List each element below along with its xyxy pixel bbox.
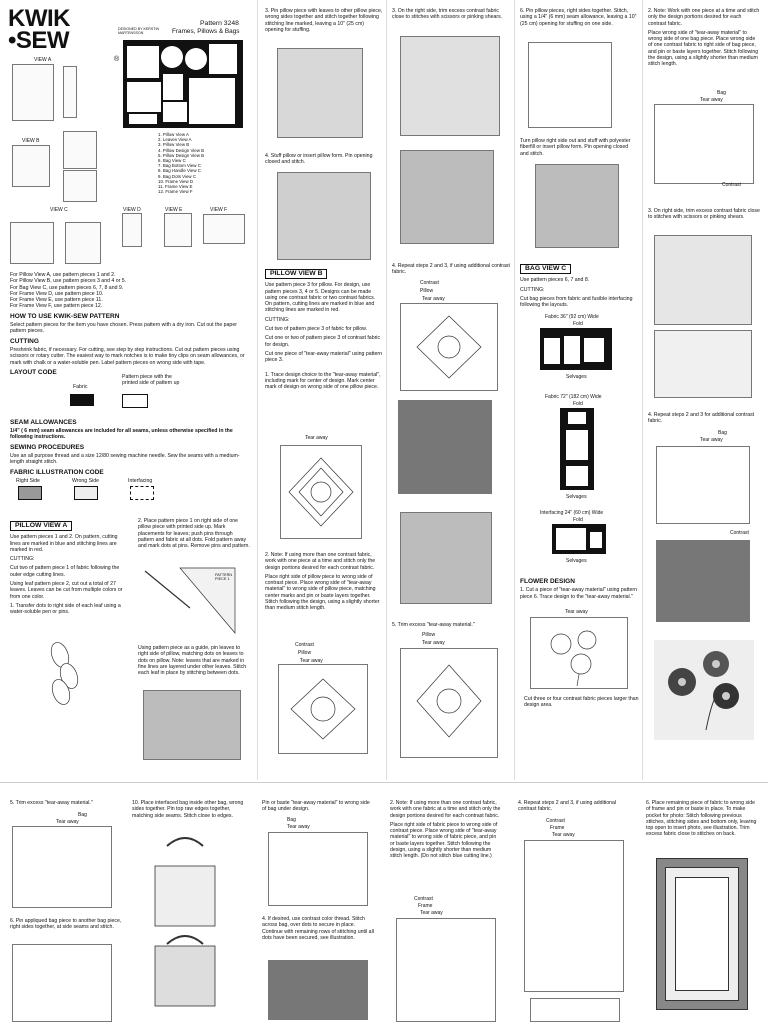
additional-contrast-illustration <box>400 303 498 391</box>
pillow-sewn-illustration <box>528 42 612 128</box>
flower-step-2-col <box>648 8 760 71</box>
pillow-a-step-1: 1. Transfer dots to right side of each leaf using a water-soluble pen or pins. <box>10 602 121 616</box>
dots-stitched-illustration <box>268 960 368 1020</box>
pillow-label-3: Pillow <box>422 632 436 638</box>
pillow-b-step-6b: Turn pillow right side out and stuff with polyester fiberfill or insert pillow form. Pin opening closed and stitch. <box>520 138 631 157</box>
contrast-label-2: Contrast <box>420 280 439 286</box>
frame-pocket-illustration <box>656 858 748 1010</box>
pillow-view-b-heading: PILLOW VIEW B <box>265 269 327 279</box>
pillow-b-step-3: 3. On the right side, trim excess contrast fabric close to stitches with scissors or pinking shears. <box>392 8 503 21</box>
piece-list-item: 11. Frame View E <box>158 184 193 190</box>
view-b-label: VIEW B <box>22 138 40 144</box>
pillow-a-step-4-text: 4. Stuff pillow or insert pillow form. Pin opening closed and stitch. <box>265 153 373 166</box>
pillow-b-intro: Use pattern piece 3 for pillow. For design, use pattern pieces 3, 4 or 5. Designs can be made using one contrast fabric or two contrast fabrics. On pattern, cutting lines are marked in blue and stitching lines are marked in red. <box>265 282 376 314</box>
interfacing-label: Interfacing <box>128 477 153 484</box>
pillow-view-b-design-2-drawing <box>63 170 97 202</box>
pillow-label-2: Pillow <box>420 288 434 294</box>
page-divider <box>0 782 768 783</box>
frame-view-d-drawing <box>122 213 142 247</box>
pin-baste-illustration <box>268 832 368 906</box>
bottom-col-4 <box>390 800 502 863</box>
brand-logo <box>8 5 70 54</box>
bag-step-10: 10. Place interfaced bag inside other bag, wrong sides together. Pin top raw edges together, matching side seams. Stitch close to edges. <box>132 800 244 819</box>
printed-side-swatch <box>122 394 148 408</box>
if-desired-text: 4. If desired, use contrast color thread. Stitch across bag, over dots to secure in place. Continue with remaining rows of stitching until all dots have been secured, see illustration. <box>262 916 374 941</box>
bag-c-intro: Use pattern pieces 6, 7 and 8. <box>520 277 590 284</box>
column-divider <box>514 0 515 780</box>
pillow-b-step-3-col <box>392 8 510 24</box>
pillow-view-b-design-drawing <box>63 131 97 169</box>
flower-step-6: 6. Pin appliqued bag piece to another bag piece, right sides together, at side seams and stitch. <box>10 918 122 931</box>
column-1-text <box>10 272 250 504</box>
piece-list-item: 4. Pillow Design View B <box>158 147 205 153</box>
piece-list-item: 12. Frame View F <box>158 189 193 195</box>
contrast-label-5: Contrast <box>414 896 433 902</box>
piece-list-item: 5. Pillow Design View B <box>158 152 205 158</box>
bag-view-c-drawing <box>10 222 54 264</box>
flower-step-4: 4. Repeat steps 2 and 3 for additional contrast fabric. <box>648 412 755 425</box>
flower-step-5: 5. Trim excess "tear-away material." <box>10 800 93 806</box>
wrong-side-label: Wrong Side <box>72 477 100 484</box>
fold-label-2: Fold <box>573 401 583 407</box>
tear-away-label-10: Tear away <box>420 910 443 916</box>
bag-label-4: Bag <box>287 817 296 823</box>
piece-list-item: 1. Pillow View A <box>158 132 189 137</box>
pillow-b-step-2-col <box>265 552 383 615</box>
usage-line: For Frame View E, use pattern piece 11. <box>10 297 103 304</box>
bottom-col-6 <box>646 800 760 841</box>
pattern-number: Pattern 3248 <box>200 20 239 27</box>
piece-list <box>158 132 248 194</box>
bag-inside-illustration <box>145 836 225 1020</box>
flower-trim-illustration <box>654 235 752 325</box>
usage-line: For Frame View D, use pattern piece 10. <box>10 290 104 297</box>
bag-label: Bag <box>717 90 726 96</box>
frame-repeat-4: 4. Repeat steps 2 and 3, if using additional contrast fabric. <box>518 800 617 813</box>
piece-list-item: 10. Frame View D <box>158 178 194 184</box>
bag-c-cutting: CUTTING: <box>520 286 545 293</box>
tear-away-label-3: Tear away <box>422 296 445 302</box>
trim-bag-illustration <box>12 826 112 908</box>
bag-label-2: Bag <box>718 430 727 436</box>
pattern-subtitle: Frames, Pillows & Bags <box>172 28 240 35</box>
view-a-label: VIEW A <box>34 57 52 63</box>
fabric-swatch <box>70 394 94 406</box>
pattern-piece-illustration <box>140 563 240 638</box>
right-side-swatch <box>18 486 42 500</box>
pillow-view-a-side-drawing <box>63 66 77 118</box>
pillow-design-illustration <box>400 150 494 244</box>
pillow-b-cut-2: Cut one or two of pattern piece 3 of contrast fabric for design. <box>265 335 381 348</box>
piece-list-item: 3. Pillow View B <box>158 142 190 148</box>
pillow-b-cutting: CUTTING: <box>265 316 290 323</box>
flower-trace-illustration <box>530 617 628 689</box>
leaves-illustration <box>45 640 85 710</box>
seam-text: 1/4" ( 6 mm) seam allowances are included for all seams, unless otherwise specified in the following instructions. <box>10 428 233 441</box>
layout-2-diagram <box>560 408 594 490</box>
layout-3-diagram <box>552 524 606 554</box>
pillow-view-a-heading: PILLOW VIEW A <box>10 521 72 531</box>
right-side-label: Right Side <box>16 477 40 484</box>
tear-away-label: Tear away <box>305 435 328 441</box>
selvages-label-1: Selvages <box>566 374 587 380</box>
pillow-leaves-sewn-illustration <box>277 48 363 138</box>
pillow-view-a-drawing <box>12 64 54 121</box>
flower-design-col <box>520 575 638 603</box>
fabric-label: Fabric <box>73 383 88 390</box>
pillow-b-step-6b-col <box>520 138 638 160</box>
pillow-b-step-5-col <box>392 622 510 631</box>
pillow-b-col <box>265 266 383 393</box>
pillow-view-b-drawing <box>12 145 50 187</box>
usage-line: For Bag View C, use pattern pieces 6, 7, 8 and 9. <box>10 284 124 291</box>
view-d-label: VIEW D <box>123 207 141 213</box>
piece-list-item: 6. Bag View C <box>158 158 186 164</box>
flower-step-4-col <box>648 412 760 428</box>
piece-list-item: 2. Leaves View A <box>158 137 192 143</box>
fabric-code-row <box>10 478 250 504</box>
frame-contrast-illustration <box>524 840 624 992</box>
pillow-a-col-left <box>10 518 125 619</box>
bottom-col-1 <box>10 800 122 809</box>
bottom-col-5 <box>518 800 630 816</box>
fabric-code-heading: FABRIC ILLUSTRATION CODE <box>10 468 104 476</box>
piece-usage <box>10 272 250 310</box>
pillow-a-step-3 <box>265 8 383 36</box>
stuffed-pillow-illustration <box>277 172 371 260</box>
selvages-label-3: Selvages <box>566 558 587 564</box>
pattern-pieces-diagram <box>123 40 243 128</box>
flower-step-1b: Cut three or four contrast fabric pieces larger than design area. <box>524 696 639 709</box>
frame-note-2b: Place right side of fabric piece to wrong side of contrast piece. Place wrong side of "tear-away material" to wrong side of fabric piece, and pin or baste layers together. Stitch following the design, using a slightly shorter than medium stitch length. (Do not stitch blue cutting line.) <box>390 821 498 860</box>
frame-view-e-drawing <box>164 213 192 247</box>
registered-mark: ® <box>114 56 120 63</box>
bottom-col-3b <box>262 916 374 944</box>
leaves-pinned-illustration <box>143 690 241 760</box>
flower-stitched-illustration <box>656 540 750 622</box>
flower-step-3: 3. On right side, trim excess contrast fabric close to stitches with scissors or pinking shears. <box>648 208 760 221</box>
pillow-b-step-6: 6. Pin pillow pieces, right sides together. Stitch, using a 1/4" (6 mm) seam allowance, leaving a 10" (25 cm) opening for stuffing on one side. <box>520 8 637 27</box>
frame-view-f-drawing <box>203 214 245 244</box>
additional-flower-illustration <box>656 446 750 524</box>
seam-heading: SEAM ALLOWANCES <box>10 418 77 426</box>
bag-c-col <box>520 261 638 311</box>
sewing-heading: SEWING PROCEDURES <box>10 443 85 451</box>
pillow-a-step-4 <box>265 153 383 169</box>
layout-code-heading: LAYOUT CODE <box>10 368 57 376</box>
stitched-design-illustration <box>398 400 492 494</box>
piece-list-item: 9. Bag Dots View C <box>158 173 196 179</box>
tear-away-label-7: Tear away <box>700 437 723 443</box>
pillow-a-cutting: CUTTING: <box>10 556 35 563</box>
bag-seams-illustration <box>12 944 112 1022</box>
pillow-a-step-2: 2. Place pattern piece 1 on right side of one pillow piece with printed side up. Mark placements for leaves; push pins through pattern and fabric at all dots. Fold pattern away and mark dots at pins. Remove pins and pattern. <box>138 518 250 550</box>
usage-line: For Pillow View B, use pattern pieces 3 and 4 or 5. <box>10 278 127 285</box>
contrast-label-4: Contrast <box>730 530 749 536</box>
tear-away-label-5: Tear away <box>565 609 588 615</box>
contrast-label-3: Contrast <box>722 182 741 188</box>
design-trace-illustration <box>280 445 362 539</box>
flower-design-heading: FLOWER DESIGN <box>520 578 575 585</box>
bag-view-c-heading: BAG VIEW C <box>520 264 571 274</box>
sewing-text: Use an all purpose thread and a size 12/80 sewing machine needle. Sew the seams with a medium-length straight stitch. <box>10 453 240 466</box>
flower-bag-illustration <box>654 330 752 398</box>
pillow-b-step-6-col <box>520 8 638 30</box>
column-divider <box>642 0 643 780</box>
pillow-a-step-2b-col <box>138 645 250 679</box>
flower-step-2: 2. Note: Work with one piece at a time and stitch only the design portions desired for each contrast fabric. <box>648 8 760 27</box>
frame-layers-illustration <box>396 918 496 1022</box>
interfacing-swatch <box>130 486 154 500</box>
cutting-heading: CUTTING <box>10 337 39 345</box>
tear-away-label-2: Tear away <box>300 658 323 664</box>
layout-2-label: Fabric 72" (182 cm) Wide <box>545 394 602 400</box>
tear-away-label-11: Tear away <box>552 832 575 838</box>
bag-label-3: Bag <box>78 812 87 818</box>
view-e-label: VIEW E <box>165 207 183 213</box>
cutting-text: Preshrink fabric, if necessary. For cutting, see step by step instructions. Cut out pattern pieces using scissors or rotary cutter. The easiest way to mark notches is to make tiny clips on seam allowances, or mark with chalk or a water-soluble pen. Label pattern pieces on wrong side with tape. <box>10 346 245 366</box>
pillow-label: Pillow <box>298 650 312 656</box>
pin-baste-text: Pin or baste "tear-away material" to wrong side of bag under design. <box>262 800 370 813</box>
layout-3-label: Interfacing 24" (60 cm) Wide <box>540 510 604 516</box>
finished-flowers-illustration <box>654 640 754 740</box>
frame-label: Frame <box>418 903 433 909</box>
pillow-a-step-3-text: 3. Pin pillow piece with leaves to other pillow piece, wrong sides together and stitch together following stitching line marked, leaving a 10" (25 cm) opening for stuffing. <box>265 8 383 33</box>
pillow-b-step-4: 4. Repeat steps 2 and 3, if using additional contrast fabric. <box>392 263 510 276</box>
brand-line-2: •SEW <box>8 27 70 54</box>
pillow-a-cut-text: Cut two of pattern piece 1 of fabric following the outer edge cutting lines. <box>10 565 120 578</box>
tear-away-label-8: Tear away <box>56 819 79 825</box>
pillow-b-step-5: 5. Trim excess "tear-away material." <box>392 622 475 628</box>
pattern-piece-label: PATTERN PIECE 1 <box>215 573 233 581</box>
pillow-a-intro: Use pattern pieces 1 and 2. On pattern, cutting lines are marked in blue and stitching lines are marked in red. <box>10 534 118 553</box>
pillow-a-col-right <box>138 518 250 552</box>
fold-label-1: Fold <box>573 321 583 327</box>
frame-note-2: 2. Note: If using more than one contrast fabric, work with one fabric at a time and stitch only the design portions desired for each contrast fabric. <box>390 800 501 819</box>
brand-line-1: KWIK <box>8 5 70 32</box>
finished-pillow-b-illustration <box>535 164 619 248</box>
frame-label-2: Frame <box>550 825 565 831</box>
view-c-label: VIEW C <box>50 207 68 213</box>
tear-away-label-4: Tear away <box>422 640 445 646</box>
flower-step-2b: Place wrong side of "tear-away material" to wrong side of one bag piece. Place wrong side of one contrast fabric to right side of bag piece, and pin or baste layers together. Stitch following the design, using a slightly shorter than medium stitch length. <box>648 29 759 68</box>
pillow-a-step-2b: Using pattern piece as a guide, pin leaves to right side of pillow, matching dots on leaves to dots on pillow. Note: leaves that are marked in fine lines are layered under other leaves. Stitch each leaf in place by stitching between dots. <box>138 645 247 677</box>
flower-stitch-illustration <box>654 104 754 184</box>
frame-next-illustration <box>530 998 620 1022</box>
wrong-side-swatch <box>74 486 98 500</box>
bottom-col-2 <box>132 800 244 822</box>
usage-line: For Pillow View A, use pattern pieces 1 and 2. <box>10 272 116 278</box>
contrast-label: Contrast <box>295 642 314 648</box>
column-divider <box>257 0 258 780</box>
tear-away-label-9: Tear away <box>287 824 310 830</box>
bottom-col-1b <box>10 918 122 934</box>
selvages-label-2: Selvages <box>566 494 587 500</box>
layout-1-diagram <box>540 328 612 370</box>
pillow-b-step-2: 2. Note: If using more than one contrast fabric, work with one piece at a time and stitch only the design portions desired for each contrast fabric. <box>265 552 376 571</box>
pillow-b-step-2b: Place right side of pillow piece to wrong side of contrast piece. Place wrong side of "tear-away material" to wrong side of pillow piece, matching center marks and pin or baste layers together. Stitch following the design, using a slightly shorter than medium stitch length. <box>265 573 380 612</box>
how-to-text: Select pattern pieces for the item you have chosen. Press pattern with a dry iron. Cut out the paper pattern pieces. <box>10 322 237 335</box>
pillow-b-cut-3: Cut one piece of "tear-away material" using pattern piece 3. <box>265 350 383 364</box>
column-divider <box>386 0 387 780</box>
flower-step-1b-col <box>524 696 642 712</box>
layout-1-label: Fabric 36" (92 cm) Wide <box>545 314 599 320</box>
view-f-label: VIEW F <box>210 207 228 213</box>
pillow-b-step-1: 1. Trace design choice to the "tear-away material", including mark for center of design. Mark center mark of design on wrong side of one pillow piece. <box>265 371 381 391</box>
layered-pillow-illustration <box>278 664 368 754</box>
bag-view-c-back-drawing <box>65 222 101 264</box>
bag-c-cut-text: Cut bag pieces from fabric and fusible interfacing following the layouts. <box>520 295 633 309</box>
layout-code-row <box>10 370 250 416</box>
designer-credit: DESIGNED BY KERSTIN MARTENSSON <box>118 27 160 35</box>
finished-design-illustration <box>400 512 492 604</box>
contrast-label-6: Contrast <box>546 818 565 824</box>
piece-list-item: 8. Bag Handle View C <box>158 168 201 174</box>
pillow-a-leaf-text: Using leaf pattern piece 2, cut out a total of 27 leaves. Leaves can be cut from multiple colors or from one color. <box>10 581 123 600</box>
how-to-heading: HOW TO USE KWIK-SEW PATTERN <box>10 312 120 320</box>
flower-step-3-col <box>648 208 760 224</box>
printed-side-label: Pattern piece with the printed side of pattern up <box>122 373 180 387</box>
piece-list-item: 7. Bag Bottom View C <box>158 163 201 169</box>
trim-contrast-illustration <box>400 36 500 136</box>
trim-tear-away-illustration <box>400 648 498 758</box>
fold-label-3: Fold <box>573 517 583 523</box>
pillow-b-cut-1: Cut two of pattern piece 3 of fabric for pillow. <box>265 326 368 333</box>
bottom-col-3 <box>262 800 374 816</box>
usage-line: For Frame View F, use pattern piece 12. <box>10 303 103 310</box>
pillow-b-step-4-col <box>392 263 510 279</box>
tear-away-label-6: Tear away <box>700 97 723 103</box>
flower-step-1: 1. Cut a piece of "tear-away material" using pattern piece 6. Trace design to the "tear-away material." <box>520 587 638 600</box>
frame-step-6: 6. Place remaining piece of fabric to wrong side of frame and pin or baste in place. To make pocket for photo: Stitch following previous stitches, stitching sides and bottom only, leaving top open to insert photo, see illustration. Trim excess fabric close to stitches on back. <box>646 800 757 838</box>
